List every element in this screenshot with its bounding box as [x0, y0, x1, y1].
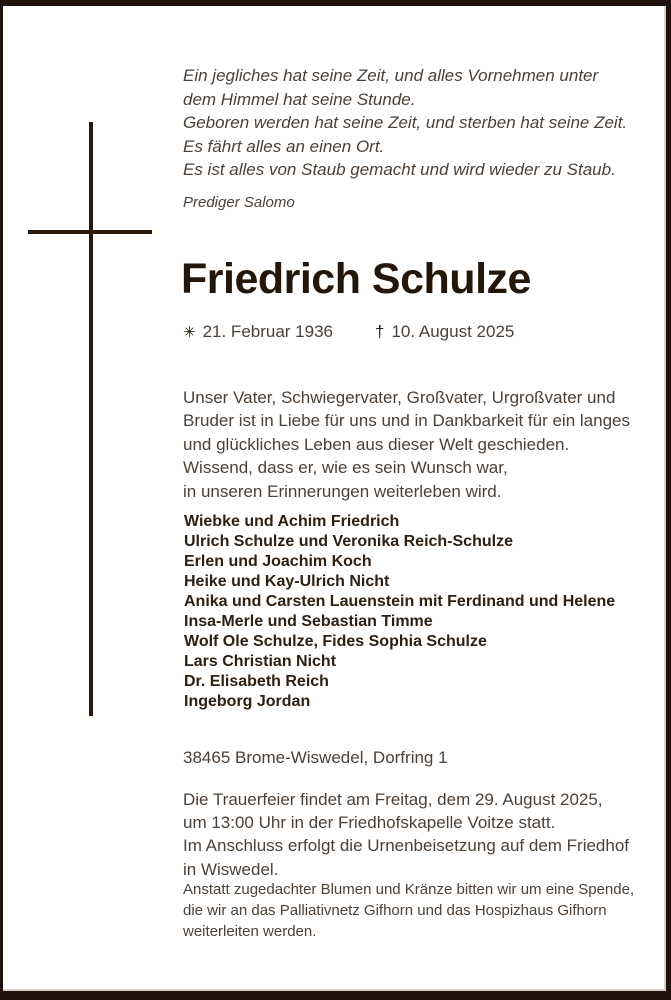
scripture-quote — [183, 64, 627, 214]
quote-line: Geboren werden hat seine Zeit, und sterben hat seine Zeit. — [183, 113, 628, 132]
funeral-line: um 13:00 Uhr in der Friedhofskapelle Voitze statt. — [183, 813, 556, 833]
deceased-name: Friedrich Schulze — [181, 255, 531, 303]
life-dates — [183, 322, 514, 342]
funeral-line: in Wiswedel. — [183, 859, 279, 879]
mourner-name: Dr. Elisabeth Reich — [184, 673, 329, 690]
quote-attribution: Prediger Salomo — [183, 193, 295, 211]
mourner-name: Heike und Kay-Ulrich Nicht — [184, 573, 390, 590]
mourner-name: Lars Christian Nicht — [184, 653, 337, 670]
quote-line: Es fährt alles an einen Ort. — [183, 136, 385, 156]
mourner-name: Wolf Ole Schulze, Fides Sophia Schulze — [184, 633, 487, 650]
death-date — [375, 322, 514, 341]
funeral-line: Die Trauerfeier findet am Freitag, dem 29. August 2025, — [183, 790, 603, 809]
death-cross-icon: † — [375, 322, 385, 341]
quote-line: Es ist alles von Staub gemacht und wird wieder zu Staub. — [183, 160, 616, 179]
mourner-name: Anika und Carsten Lauenstein mit Ferdinand und Helene — [184, 593, 616, 610]
address-line: 38465 Brome-Wiswedel, Dorfring 1 — [183, 748, 448, 767]
mourner-name: Ulrich Schulze und Veronika Reich-Schulze — [184, 533, 513, 550]
mourner-name: Ingeborg Jordan — [184, 693, 311, 710]
death-date-text: 10. August 2025 — [391, 322, 515, 341]
donation-request — [183, 879, 634, 942]
tribute-line: Wissend, dass er, wie es sein Wunsch war, — [183, 458, 508, 478]
birth-date-text: 21. Februar 1936 — [202, 322, 333, 341]
donation-line: die wir an das Palliativnetz Gifhorn und das Hospizhaus Gifhorn — [183, 902, 607, 919]
tribute-line: und glückliches Leben aus dieser Welt geschieden. — [183, 434, 570, 454]
quote-line: Ein jegliches hat seine Zeit, und alles Vornehmen unter — [183, 66, 599, 85]
tribute-text — [183, 386, 630, 503]
mourner-name: Erlen und Joachim Koch — [184, 553, 372, 570]
donation-line: weiterleiten werden. — [183, 923, 317, 940]
tribute-line: Unser Vater, Schwiegervater, Großvater, Urgroßvater und — [183, 388, 616, 407]
donation-line: Anstatt zugedachter Blumen und Kränze bitten wir um eine Spende, — [183, 881, 635, 898]
mourner-name: Wiebke und Achim Friedrich — [184, 513, 400, 530]
cross-icon-bar — [28, 230, 152, 234]
tribute-line: Bruder ist in Liebe für uns und in Dankbarkeit für ein langes — [183, 411, 630, 431]
funeral-info — [183, 788, 629, 881]
quote-line: dem Himmel hat seine Stunde. — [183, 89, 416, 109]
funeral-line: Im Anschluss erfolgt die Urnenbeisetzung auf dem Friedhof — [183, 836, 630, 856]
tribute-line: in unseren Erinnerungen weiterleben wird. — [183, 481, 502, 501]
cross-icon — [89, 122, 93, 716]
mourner-name: Insa-Merle und Sebastian Timme — [184, 613, 433, 630]
birth-star-icon: ✳ — [183, 324, 196, 341]
mourners-list — [184, 512, 615, 712]
birth-date — [183, 322, 375, 342]
